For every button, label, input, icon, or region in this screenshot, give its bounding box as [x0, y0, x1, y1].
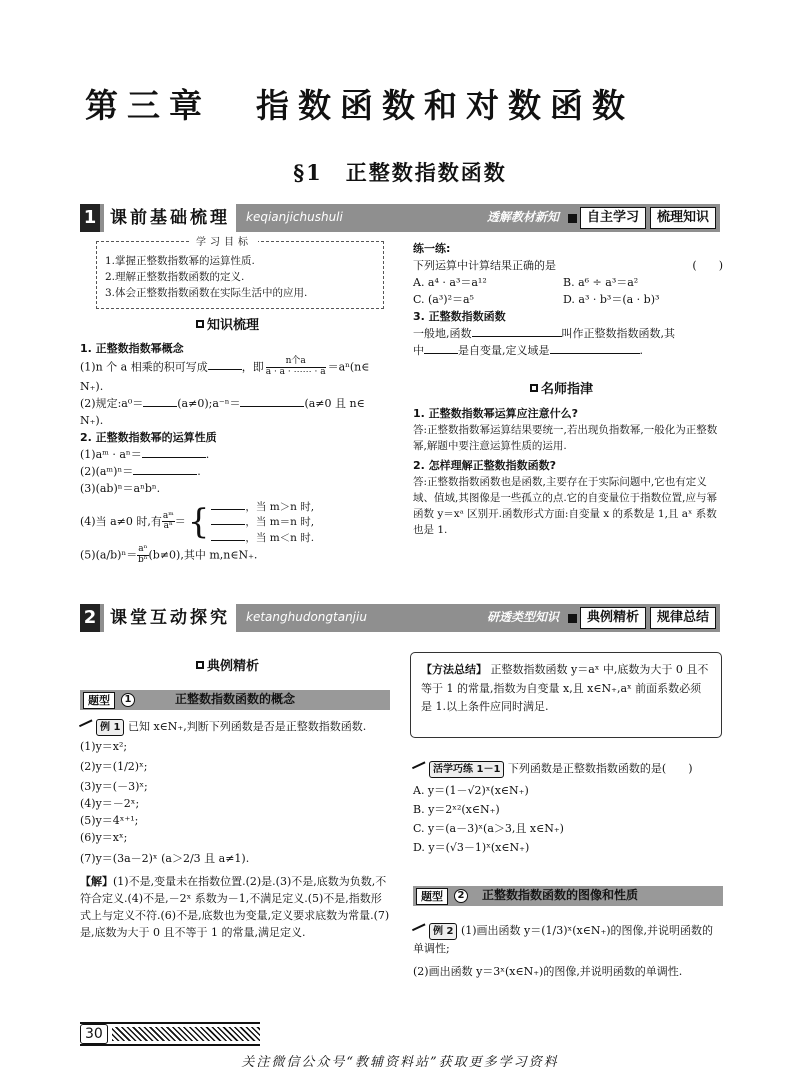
banner-tag: 自主学习 — [580, 207, 646, 229]
page-number: 30 — [80, 1024, 108, 1044]
banner-number: 1 — [80, 204, 100, 232]
type-label: 题型 — [83, 692, 115, 709]
square-icon — [196, 320, 204, 328]
pen-icon — [79, 719, 95, 732]
type-label: 题型 — [416, 888, 448, 905]
list-item: (1)y＝x²; — [80, 740, 128, 753]
learning-goals-title: 学习目标 — [190, 235, 258, 251]
banner-title: 课前基础梳理 — [104, 204, 236, 232]
banner-slogan: 透解教材新知 — [486, 210, 559, 225]
goal-item: 1.掌握正整数指数幂的运算性质. — [105, 255, 255, 267]
chapter-heading: 第三章 指数函数和对数函数 — [85, 86, 634, 125]
list-item: A. y＝(1－√2)ˣ(x∈N₊) — [413, 784, 529, 797]
list-item: (6)y＝xˣ; — [80, 831, 128, 845]
drill-badge: 活学巧练 1－1 — [429, 761, 504, 778]
example-badge: 例 2 — [429, 923, 457, 940]
banner-tag: 梳理知识 — [650, 207, 716, 229]
example1-block: 例 1 已知 x∈N₊,判断下列函数是否是正整数指数函数. (1)y＝x²; (2)y＝(1/2)ˣ; (3)y＝(－3)ˣ; (4)y＝－2ˣ; (5)y＝4ˣ⁺¹; (6)y＝xˣ; (7)y＝(3a－2)ˣ (a＞2/3 且 a≠1). 【解】(1)不是,变量未在指数位置.(2)是.(3)不是,底数为负数,不符合定义.(4)不是,－2ˣ 系数为－1,不满足定义.(5)不是,指数形式上与定义不符.(6)不是,底数也为变量,定义要求底数为常量.(7)是,底数为大于 0 且不等于 1 的常量,满足定义. — [80, 720, 390, 940]
square-icon — [530, 384, 538, 392]
pen-icon — [412, 761, 428, 774]
examples-heading: 典例精析 — [196, 657, 259, 678]
section-title: §1 正整数指数函数 — [293, 160, 507, 185]
knowledge-heading: 知识梳理 — [196, 316, 259, 337]
square-icon — [196, 661, 204, 669]
list-item: B. y＝2ˣ²(x∈N₊) — [413, 803, 500, 817]
page-number-bar — [80, 1022, 260, 1046]
banner-number: 2 — [80, 604, 100, 632]
banner-pinyin: keqianjichushuli — [246, 210, 343, 225]
goal-item: 2.理解正整数指数函数的定义. — [105, 270, 245, 283]
list-item: (3)y＝(－3)ˣ; — [80, 780, 148, 794]
method-summary-box: 【方法总结】 正整数指数函数 y＝aˣ 中,底数为大于 0 且不等于 1 的常量,指数为自变量 x,且 x∈N₊,aˣ 前面系数必须是 1.以上条件应同时满足. — [410, 652, 722, 738]
type-title: 正整数指数函数的概念 — [175, 692, 296, 707]
knowledge-body: 1. 正整数指数幂概念 (1)n 个 a 相乘的积可写成 ，即 $\frac{\text{n个a}}{a \cdot a \cdot \cdots\cdots \cdot a}$ ＝aⁿ(n∈ N₊). (2)规定:a⁰＝ (a≠0);a⁻ⁿ＝ (a≠0 且 n∈ N₊). 2. 正整数指数幂的运算性质 (1)aᵐ · aⁿ＝ . (2)(aᵐ)ⁿ＝ . (3)(ab)ⁿ＝aⁿbⁿ. (4)当 a≠0 时,有 $\frac{\text{aᵐ}}{\text{aⁿ}}$ ＝{ ，当 m＞n 时, ，当 m＝n 时, ，当 m＜n 时. (5)(a/b)ⁿ＝ $\frac{\text{aⁿ}}{\text{bⁿ}}$ (b≠0),其中 m,n∈N₊. — [80, 342, 370, 565]
learning-goals-box — [96, 241, 384, 309]
banner-tag: 典例精析 — [580, 607, 646, 629]
type-number: 2 — [454, 889, 468, 903]
list-item: (4)y＝－2ˣ; — [80, 797, 140, 811]
type2-bar — [413, 886, 723, 906]
practice-block: 练一练: 下列运算中计算结果正确的是 ( ) A. a⁴ · a³＝a¹² B. a⁶ ÷ a³＝a² C. (a³)²＝a⁵ D. a³ · b³＝(a · b)³ 3. 正整数指数函数 一般地,函数 叫作正整数指数函数,其 中 是自变量,定义域是 . — [413, 242, 723, 358]
pen-icon — [412, 923, 428, 936]
banner-tag: 规律总结 — [650, 607, 716, 629]
list-item: (5)y＝4ˣ⁺¹; — [80, 814, 139, 828]
square-icon — [568, 614, 577, 623]
list-item: C. y＝(a－3)ˣ(a＞3,且 x∈N₊) — [413, 822, 564, 836]
list-item: D. y＝(√3－1)ˣ(x∈N₊) — [413, 841, 530, 855]
goal-item: 3.体会正整数指数函数在实际生活中的应用. — [105, 286, 308, 299]
type-number: 1 — [121, 693, 135, 707]
type-title: 正整数指数函数的图像和性质 — [482, 888, 639, 903]
example-badge: 例 1 — [96, 719, 124, 736]
banner-slogan: 研透类型知识 — [486, 610, 559, 625]
banner-title: 课堂互动探究 — [104, 604, 236, 632]
type1-bar — [80, 690, 390, 710]
hatch-decoration — [112, 1027, 260, 1041]
banner-pinyin: ketanghudongtanjiu — [246, 610, 367, 625]
teacher-heading: 名师指津 — [530, 380, 593, 401]
list-item: (7)y＝(3a－2)ˣ (a＞2/3 且 a≠1). — [80, 852, 250, 866]
section-banner-1 — [80, 204, 720, 232]
teacher-tips: 1. 正整数指数幂运算应注意什么? 答:正整数指数幂运算结果要统一,若出现负指数幂,一般化为正整数幂,解题中要注意运算性质的运用. 2. 怎样理解正整数指数函数? 答:正整数指数函数也是函数,主要存在于实际问题中,它也有定义域、值域,其图像是一些孤立的点.它的自变量位于指数位置,应与幂函数 y＝xᵃ 区别开.函数形式方面:自变量 x 的系数是 1,且 aˣ 系数也是 1. — [413, 407, 718, 537]
section-banner-2 — [80, 604, 720, 632]
footer-note: 关注微信公众号“教辅资料站”获取更多学习资料 — [241, 1055, 559, 1070]
example2-block: 例 2 (1)画出函数 y＝(1/3)ˣ(x∈N₊)的图像,并说明函数的单调性; (2)画出函数 y＝3ˣ(x∈N₊)的图像,并说明函数的单调性. — [413, 924, 714, 979]
list-item: (2)y＝(1/2)ˣ; — [80, 760, 148, 774]
drill-block: 活学巧练 1－1 下列函数是正整数指数函数的是( ) A. y＝(1－√2)ˣ(x∈N₊) B. y＝2ˣ²(x∈N₊) C. y＝(a－3)ˣ(a＞3,且 x∈N₊) D. y＝(√3－1)ˣ(x∈N₊) — [413, 760, 723, 856]
square-icon — [568, 214, 577, 223]
